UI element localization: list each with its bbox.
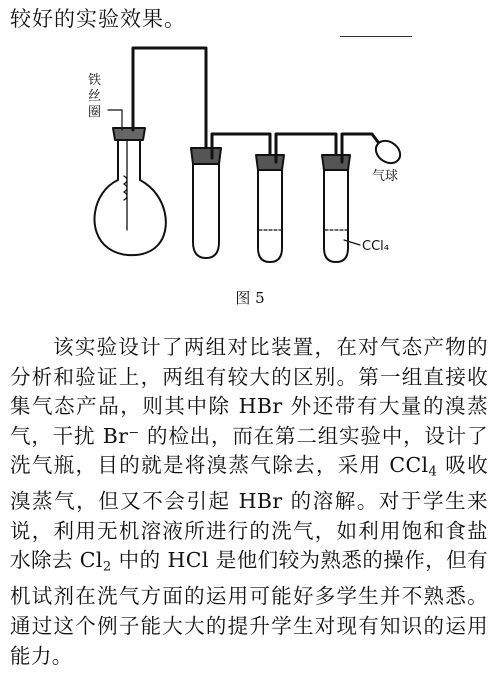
- iron-wire-label-2: 丝: [88, 89, 102, 104]
- body-paragraph: [10, 333, 488, 671]
- figure-caption: 图 5: [235, 289, 265, 307]
- ccl4-label: CCl₄: [362, 239, 389, 254]
- tube-1-stopper: [191, 148, 221, 164]
- wash-tube-1: [258, 165, 282, 262]
- round-bottom-flask: [95, 135, 166, 255]
- ccl4-tube-stopper: [322, 155, 350, 170]
- paragraph-run: 吸收溴蒸气，但又不会引起 HBr 的溶解。对于学生来说，利用无机溶液所进行的洗气，如利用饱和食盐水除去 Cl: [10, 453, 488, 573]
- paragraph-run: 中的 HCl 是他们较为熟悉的操作，但有机试剂在洗气方面的运用可能好多学生并不熟悉。通过这个例子能大大的提升学生对现有知识的运用能力。: [10, 548, 488, 668]
- preceding-text-line: 较好的实验效果。: [10, 7, 186, 31]
- iron-wire-label-3: 圈: [88, 105, 102, 120]
- ccl4-pointer: [344, 240, 360, 245]
- flask-stopper: [113, 128, 145, 140]
- wash-tube-1-stopper: [256, 155, 284, 170]
- paragraph-run: 4: [428, 464, 438, 480]
- paragraph-run: 该实验设计了两组对比装置，在对气态产物的分析和验证上，两组有较大的区别。第一组直接收集气态产品，则其中除 HBr 外还带有大量的溴蒸气，干扰 Br: [10, 335, 488, 448]
- horizontal-rule: [340, 36, 412, 37]
- test-tube-1: [193, 158, 219, 258]
- paragraph-run: ⁻: [128, 423, 140, 448]
- iron-wire-label-1: 铁: [88, 73, 102, 88]
- balloon-label: 气球: [372, 169, 399, 184]
- iron-wire-coil: [124, 140, 127, 230]
- ccl4-tube: [324, 165, 348, 262]
- paragraph-run: 2: [102, 559, 112, 575]
- paragraph-run: 的检出，而在第二组实验中，设计了洗气瓶，目的就是将溴蒸气除去，采用 CCl: [10, 423, 488, 478]
- delivery-tube-1: [133, 48, 206, 158]
- apparatus-figure: [0, 40, 500, 280]
